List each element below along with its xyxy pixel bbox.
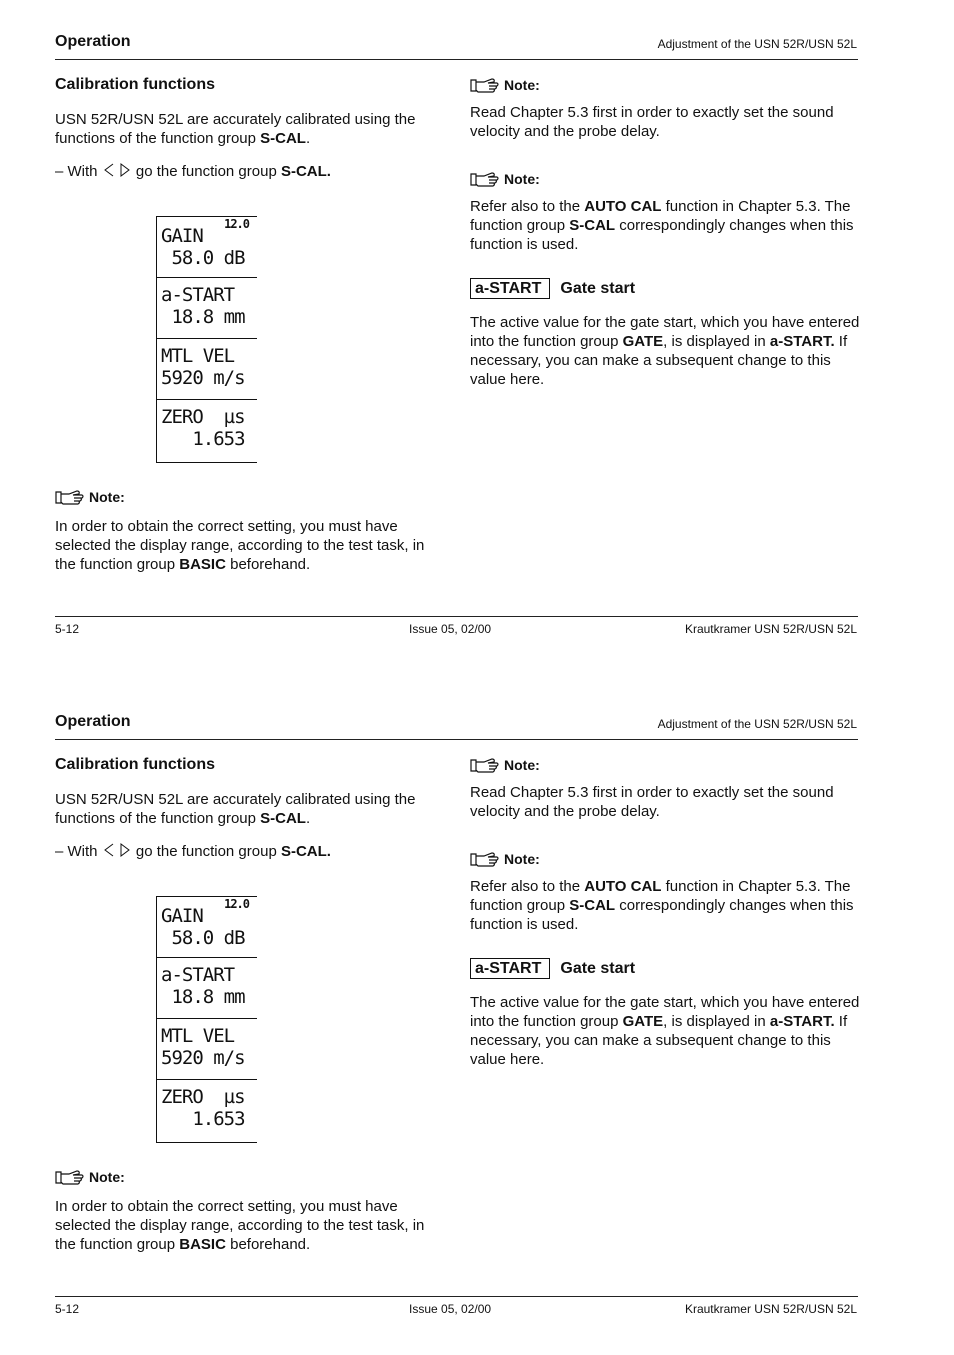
lcd-zero-value: 1.653 [161,1108,245,1130]
lcd-astart-cell [157,278,257,339]
function-title: Gate start [560,280,636,297]
lcd-zero-value: 1.653 [161,428,245,450]
a-start-term: a-START. [769,1013,835,1030]
manual-page-2 [0,680,954,1355]
lcd-astart-cell [157,958,257,1019]
right-note-2-text: Refer also to the [470,198,585,215]
header-rule [55,739,858,740]
function-text: The active value for the gate start, which you have entered into the function group [470,994,860,1030]
left-right-arrows-icon [102,163,132,177]
s-cal-term: S-CAL [569,217,616,234]
right-note-2 [470,170,860,188]
lcd-gain-label: GAIN [161,225,203,247]
function-key-box: a-START [470,278,550,299]
left-note-paragraph [55,1197,440,1254]
pointing-hand-icon [55,1168,85,1186]
manual-page-1 [0,0,954,675]
left-column [55,76,440,94]
lcd-gain-value: 58.0 dB [161,927,245,949]
right-note-2-text-3: correspondingly changes when this function is used. [470,897,854,933]
pointing-hand-icon [470,76,500,94]
right-note-1-label: Note: [504,77,540,93]
left-note-label: Note: [89,1169,125,1185]
left-note-group: BASIC [179,556,226,573]
lcd-gain-value: 58.0 dB [161,247,245,269]
footer-product: Krautkramer USN 52R/USN 52L [684,1302,857,1316]
footer-rule [55,616,858,617]
footer-issue: Issue 05, 02/00 [409,622,492,636]
lcd-gain-label: GAIN [161,905,203,927]
function-title: Gate start [560,960,636,977]
right-note-2-text: Refer also to the [470,878,585,895]
gate-term: GATE [622,1013,664,1030]
auto-cal-term: AUTO CAL [584,198,662,215]
footer-page: 5-12 [55,1302,80,1316]
header-section: Operation [55,713,131,730]
auto-cal-term: AUTO CAL [584,878,662,895]
section-heading: Calibration functions [55,76,215,93]
lcd-mtlvel-cell [157,339,257,400]
left-note-paragraph [55,517,440,574]
function-text: The active value for the gate start, which you have entered into the function group [470,314,860,350]
lcd-astart-value: 18.8 mm [161,986,245,1008]
left-note-end: beforehand. [225,556,311,573]
right-note-2-paragraph [470,877,860,934]
left-note-label: Note: [89,489,125,505]
header-rule [55,59,858,60]
right-note-2-label: Note: [504,171,540,187]
lcd-astart-label: a-START [161,284,235,306]
intro-text: USN 52R/USN 52L are accurately calibrated using the functions of the function group [55,791,416,827]
lcd-mtlvel-value: 5920 m/s [161,367,245,389]
step-line [55,842,440,861]
right-note-2-text-3: correspondingly changes when this function is used. [470,217,854,253]
header-section: Operation [55,33,131,50]
header-chapter: Adjustment of the USN 52R/USN 52L [657,37,857,51]
pointing-hand-icon [470,170,500,188]
function-heading [470,278,860,299]
intro-end: . [305,130,311,147]
function-heading [470,958,860,979]
right-note-1 [470,756,860,774]
left-note-end: beforehand. [225,1236,311,1253]
lcd-mtlvel-label: MTL VEL [161,345,235,367]
footer-product: Krautkramer USN 52R/USN 52L [684,622,857,636]
right-note-2-text-2: function in Chapter 5.3. The function group [470,198,851,234]
s-cal-term: S-CAL [569,897,616,914]
lcd-version: 12.0 [224,897,249,911]
function-text-2: , is displayed in [663,333,770,350]
left-right-arrows-icon [102,843,132,857]
a-start-term: a-START. [769,333,835,350]
lcd-display [156,216,257,463]
section-heading: Calibration functions [55,756,215,773]
footer-rule [55,1296,858,1297]
lcd-astart-value: 18.8 mm [161,306,245,328]
left-note-group: BASIC [179,1236,226,1253]
intro-group: S-CAL [260,810,306,827]
left-note-text: In order to obtain the correct setting, you must have selected the display range, according to the test task, in the function group [55,1198,425,1253]
footer-issue: Issue 05, 02/00 [409,1302,492,1316]
lcd-gain-cell [157,217,257,278]
pointing-hand-icon [470,756,500,774]
left-column [55,756,440,774]
lcd-astart-label: a-START [161,964,235,986]
footer-page: 5-12 [55,622,80,636]
function-paragraph [470,313,860,389]
right-note-1-text: Read Chapter 5.3 first in order to exactly set the sound velocity and the probe delay. [470,104,834,140]
gate-term: GATE [622,333,664,350]
step-group: S-CAL. [280,163,331,180]
lcd-mtlvel-value: 5920 m/s [161,1047,245,1069]
function-text-2: , is displayed in [663,1013,770,1030]
function-text-3: If necessary, you can make a subsequent change to this value here. [470,333,848,388]
step-line [55,162,440,181]
function-key-box: a-START [470,958,550,979]
left-note [55,488,440,506]
pointing-hand-icon [470,850,500,868]
left-note [55,1168,440,1186]
step-text-2: go the function group [131,843,281,860]
right-note-1-paragraph [470,783,860,821]
intro-end: . [305,810,311,827]
lcd-zero-cell [157,400,257,462]
step-text: – With [55,843,102,860]
right-note-2-paragraph [470,197,860,254]
intro-paragraph [55,790,440,828]
lcd-gain-cell [157,897,257,958]
function-text-3: If necessary, you can make a subsequent change to this value here. [470,1013,848,1068]
right-note-1 [470,76,860,94]
lcd-mtlvel-label: MTL VEL [161,1025,235,1047]
lcd-zero-cell [157,1080,257,1142]
lcd-version: 12.0 [224,217,249,231]
intro-group: S-CAL [260,130,306,147]
right-note-1-text: Read Chapter 5.3 first in order to exactly set the sound velocity and the probe delay. [470,784,834,820]
intro-paragraph [55,110,440,148]
function-paragraph [470,993,860,1069]
lcd-display [156,896,257,1143]
step-text-2: go the function group [131,163,281,180]
lcd-zero-label: ZERO µs [161,1086,245,1108]
pointing-hand-icon [55,488,85,506]
right-note-2 [470,850,860,868]
step-group: S-CAL. [280,843,331,860]
left-note-text: In order to obtain the correct setting, you must have selected the display range, according to the test task, in the function group [55,518,425,573]
right-note-2-text-2: function in Chapter 5.3. The function group [470,878,851,914]
lcd-zero-label: ZERO µs [161,406,245,428]
right-note-1-paragraph [470,103,860,141]
intro-text: USN 52R/USN 52L are accurately calibrated using the functions of the function group [55,111,416,147]
right-note-1-label: Note: [504,757,540,773]
header-chapter: Adjustment of the USN 52R/USN 52L [657,717,857,731]
lcd-mtlvel-cell [157,1019,257,1080]
right-note-2-label: Note: [504,851,540,867]
step-text: – With [55,163,102,180]
